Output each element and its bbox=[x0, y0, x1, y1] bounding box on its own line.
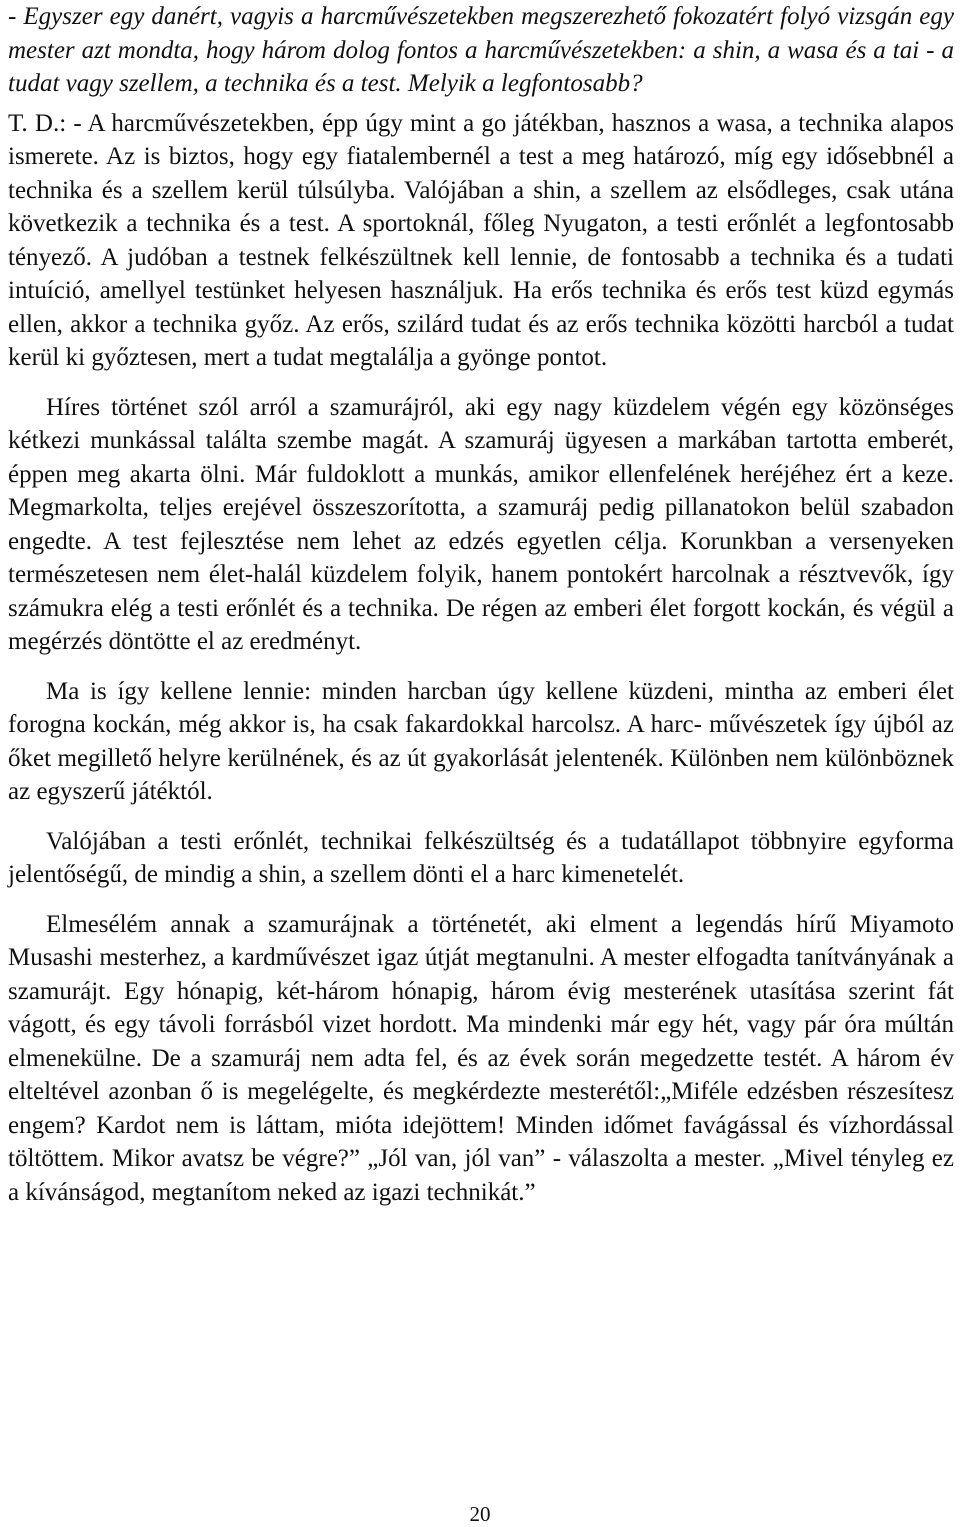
question-paragraph: - Egyszer egy danért, vagyis a harcművészetekben megszerezhető fokozatért folyó vizsgán egy mester azt mondta, hogy három dolog fontos a harcművészetekben: a shin, a wasa és a tai - a tudat vagy szellem, a technika és a test. Melyik a legfontosabb? bbox=[8, 3, 954, 97]
page-number: 20 bbox=[469, 1502, 491, 1526]
samurai-story-paragraph: Híres történet szól arról a szamurájról, aki egy nagy küzdelem végén egy közönséges kétkezi munkással találta szembe magát. A szamuráj ügyesen a markában tartotta emberét, éppen meg akarta ölni. Már fuldoklott a munkás, amikor ellenfelének heréjéhez ért a keze. Megmarkolta, teljes erejével összeszorította, a szamuráj pedig pillanatokon belül szabadon engedte. A test fejlesztése nem lehet az edzés egyetlen célja. Korunkban a versenyeken természetesen nem élet-halál küzdelem folyik, hanem pontokért harcolnak a résztvevők, így számukra elég a testi erőnlét és a technika. De régen az emberi élet forgott kockán, és végül a megérzés döntötte el az eredményt. bbox=[8, 393, 954, 655]
document-page bbox=[8, 0, 954, 1209]
reality-paragraph: Valójában a testi erőnlét, technikai felkészültség és a tudatállapot többnyire egyforma jelentőségű, de mindig a shin, a szellem dönti el a harc kimenetelét. bbox=[8, 827, 954, 888]
musashi-paragraph: Elmesélém annak a szamurájnak a történetét, aki elment a legendás hírű Miyamoto Musashi mesterhez, a kardművészet igaz útját megtanulni. A mester elfogadta tanítványának a szamurájt. Egy hónapig, két-három hónapig, három évig mesterének utasítása szerint fát vágott, és egy távoli forrásból vizet hordott. Ma mindenki már egy hét, vagy pár óra múltán elmenekülne. De a szamuráj nem adta fel, és az évek során megedzette testét. A három év elteltével azonban ő is megelégelte, és megkérdezte mesterétől:„Miféle edzésben részesítesz engem? Kardot nem is láttam, mióta idejöttem! Minden időmet favágással és vízhordással töltöttem. Mikor avatsz be végre?” „Jól van, jól van” - válaszolta a mester. „Mivel tényleg ez a kívánságod, megtanítom neked az igazi technikát.” bbox=[8, 910, 954, 1206]
today-paragraph: Ma is így kellene lennie: minden harcban úgy kellene küzdeni, mintha az emberi élet forogna kockán, még akkor is, ha csak fakardokkal harcolsz. A harc- művészetek így újból az őket megillető helyre kerülnének, és az út gyakorlását jelentenék. Különben nem különböznek az egyszerű játéktól. bbox=[8, 677, 954, 805]
answer-paragraph: T. D.: - A harcművészetekben, épp úgy mint a go játékban, hasznos a wasa, a technika alapos ismerete. Az is biztos, hogy egy fiatalembernél a test a meg határozó, míg egy idősebbnél a technika és a szellem kerül túlsúlyba. Valójában a shin, a szellem az elsődleges, csak utána következik a technika és a test. A sportoknál, főleg Nyugaton, a testi erőnlét a legfontosabb tényező. A judóban a testnek felkészültnek kell lennie, de fontosabb a technika és a tudati intuíció, amellyel testünket helyesen használjuk. Ha erős technika és erős test küzd egymás ellen, akkor a technika győz. Az erős, szilárd tudat és az erős technika közötti harcból a tudat kerül ki győztesen, mert a tudat megtalálja a gyönge pontot. bbox=[8, 109, 954, 371]
